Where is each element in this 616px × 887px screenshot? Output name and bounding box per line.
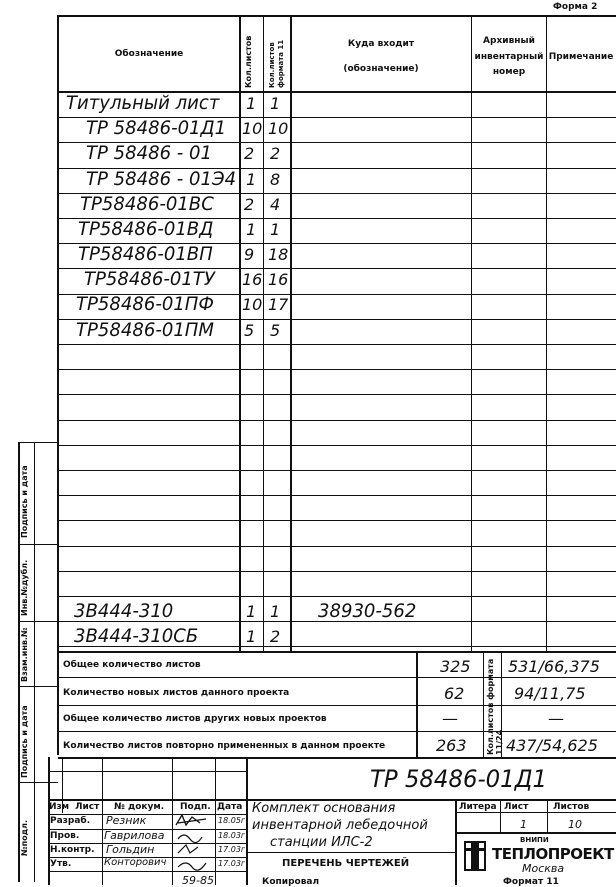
row-format-sheets: 16: [268, 270, 289, 289]
title-block-col: [500, 799, 501, 832]
row-designation: ТР58486-01ПМ: [76, 319, 214, 341]
other-sheets-format: —: [548, 709, 564, 728]
col-izm: Изм: [49, 802, 70, 812]
table-row-line: [58, 344, 616, 345]
table-row-line: [58, 369, 616, 370]
row-designation: 3В444-310: [74, 600, 174, 622]
side-stamp-line: [18, 442, 58, 443]
title-block-line: [48, 814, 246, 815]
date-developer: 18.05г: [218, 816, 246, 825]
row-designation: 3В444-310СБ: [74, 625, 199, 647]
row-designation: ТР58486-01ВС: [80, 193, 214, 215]
role-checker: Пров.: [50, 831, 80, 841]
reused-sheets-label: Количество листов повторно примененных в данном проекте: [63, 741, 386, 751]
description-line-1: Комплект основания: [252, 801, 396, 816]
document-name: ПЕРЕЧЕНЬ ЧЕРТЕЖЕЙ: [282, 858, 410, 869]
header-notes: Примечание: [548, 52, 614, 62]
table-row-line: [58, 546, 616, 547]
name-approver: Конторович: [104, 857, 167, 868]
side-stamp-line: [18, 782, 58, 783]
side-stamp-line: [18, 621, 58, 622]
row-format-sheets: 4: [270, 195, 281, 214]
side-label-signature-date-2: Подпись и дата: [20, 705, 29, 778]
row-format-sheets: 8: [270, 170, 281, 189]
new-sheets-value: 62: [444, 684, 465, 703]
row-designation: ТР 58486-01Д1: [86, 117, 227, 139]
row-designation: ТР58486-01ПФ: [76, 293, 214, 315]
row-format-sheets: 1: [270, 220, 281, 239]
summary-line: [58, 677, 616, 678]
document-code: ТР 58486-01Д1: [370, 765, 548, 793]
footer-number: 59-85: [182, 874, 214, 887]
header-sheets: Кол.листов: [244, 35, 253, 88]
signature-marks: [172, 813, 216, 873]
name-checker: Гаврилова: [104, 829, 165, 842]
col-doc: № докум.: [114, 802, 165, 812]
row-format-sheets: 17: [268, 295, 289, 314]
list-value: 1: [520, 818, 527, 831]
total-sheets-value: 325: [440, 657, 471, 676]
header-goes-into-2: (обозначение): [343, 64, 419, 74]
row-sheets: 2: [244, 144, 255, 163]
col-date: Дата: [217, 802, 243, 812]
row-sheets: 1: [246, 94, 257, 113]
title-block-divider: [246, 757, 248, 885]
summary-bottom-line: [58, 757, 616, 759]
role-approver: Утв.: [50, 859, 72, 869]
title-block-col: [102, 757, 103, 885]
row-format-sheets: 2: [270, 144, 281, 163]
table-row-line: [58, 394, 616, 395]
row-format-sheets: 5: [270, 321, 281, 340]
org-logo-icon: [462, 838, 488, 874]
title-block-line: [455, 832, 616, 834]
col-divider-2: [263, 15, 264, 651]
table-row-line: [58, 596, 616, 597]
date-norm-control: 17.03г: [218, 845, 246, 854]
description-line-3: станции ИЛС-2: [270, 835, 373, 850]
row-sheets: 9: [244, 245, 255, 264]
new-sheets-format: 94/11,75: [514, 684, 586, 703]
frame-top-line: [58, 15, 616, 17]
row-designation: ТР 58486 - 01Э4: [86, 168, 237, 190]
role-developer: Разраб.: [50, 816, 91, 826]
list-label: Лист: [504, 802, 529, 812]
side-stamp-line: [18, 686, 58, 687]
row-designation: ТР 58486 - 01: [86, 142, 213, 164]
col-divider-5: [546, 15, 547, 651]
table-row-line: [58, 470, 616, 471]
date-checker: 18.03г: [218, 831, 246, 840]
table-row-line: [58, 571, 616, 572]
row-format-sheets: 1: [270, 602, 281, 621]
row-sheets: 1: [246, 627, 257, 646]
org-small-label: ВНИПИ: [520, 836, 549, 844]
header-goes-into-1: Куда входит: [347, 39, 415, 49]
role-norm-control: Н.контр.: [50, 845, 95, 855]
row-designation: ТР58486-01ВД: [78, 218, 214, 240]
total-sheets-format: 531/66,375: [508, 657, 600, 676]
row-format-sheets: 1: [270, 94, 281, 113]
description-line-2: инвентарной лебедочной: [252, 818, 428, 833]
side-stamp-inner-line: [34, 442, 35, 882]
table-row-line: [58, 445, 616, 446]
other-sheets-label: Общее количество листов других новых проектов: [63, 714, 327, 724]
row-sheets: 10: [242, 295, 263, 314]
side-label-original-no: №подл.: [20, 819, 29, 856]
other-sheets-value: —: [442, 709, 458, 728]
total-sheets-label: Общее количество листов: [63, 660, 201, 670]
row-designation: Титульный лист: [66, 92, 220, 114]
header-designation: Обозначение: [114, 49, 184, 59]
litera-label: Литера: [459, 802, 497, 812]
col-divider-1: [239, 15, 241, 651]
summary-divider: [483, 651, 484, 757]
header-archive-3: номер: [492, 67, 526, 77]
table-row-line: [58, 495, 616, 496]
lists-value: 10: [568, 818, 582, 831]
table-row-line: [58, 520, 616, 521]
row-format-sheets: 18: [268, 245, 289, 264]
footer-copied: Копировал: [262, 877, 320, 887]
new-sheets-label: Количество новых листов данного проекта: [63, 688, 290, 698]
col-divider-4: [471, 15, 472, 651]
side-stamp-line: [18, 544, 58, 545]
summary-divider: [416, 651, 418, 757]
title-block-col: [547, 799, 548, 832]
row-format-sheets: 2: [270, 627, 281, 646]
row-sheets: 1: [246, 170, 257, 189]
row-designation: ТР58486-01ТУ: [84, 268, 215, 290]
row-sheets: 2: [244, 195, 255, 214]
summary-top-line: [58, 651, 616, 653]
summary-line: [58, 705, 616, 706]
title-block-line: [246, 852, 455, 853]
row-sheets: 10: [242, 119, 263, 138]
frame-left-line: [57, 15, 59, 755]
table-row-line: [58, 420, 616, 421]
lists-label: Листов: [553, 802, 590, 812]
reused-sheets-value: 263: [436, 736, 467, 755]
org-name: ТЕПЛОПРОЕКТ: [492, 845, 614, 863]
row-goes-into: 38930-562: [318, 600, 417, 622]
org-city: Москва: [522, 862, 565, 875]
col-sign: Подп.: [180, 802, 211, 812]
name-developer: Резник: [106, 814, 147, 827]
row-sheets: 5: [244, 321, 255, 340]
side-label-duplicate-inv: Инв.№дубл.: [20, 559, 29, 616]
form-label: Форма 2: [553, 2, 598, 12]
row-format-sheets: 10: [268, 119, 289, 138]
date-approver: 17.03г: [218, 859, 246, 868]
title-block-line: [48, 771, 246, 772]
footer-format: Формат 11: [503, 877, 559, 887]
side-label-replace-inv: Взам.инв.№: [20, 627, 29, 682]
reused-sheets-format: 437/54,625: [506, 736, 598, 755]
row-designation: ТР58486-01ВП: [78, 243, 213, 265]
header-archive-1: Архивный: [483, 36, 535, 46]
title-block-line: [48, 871, 246, 872]
row-sheets: 1: [246, 602, 257, 621]
row-sheets: 1: [246, 220, 257, 239]
row-sheets: 16: [242, 270, 263, 289]
side-label-signature-date: Подпись и дата: [20, 465, 29, 538]
col-list: Лист: [75, 802, 100, 812]
header-archive-2: инвентарный: [474, 52, 544, 62]
summary-format-header: Кол.листов формата 11/24: [486, 658, 504, 755]
col-divider-3: [290, 15, 292, 651]
name-norm-control: Гольдин: [106, 843, 155, 856]
title-block-line: [455, 812, 616, 813]
header-sheets-format: Кол.листов формата 11: [268, 39, 285, 88]
summary-line: [58, 731, 616, 732]
